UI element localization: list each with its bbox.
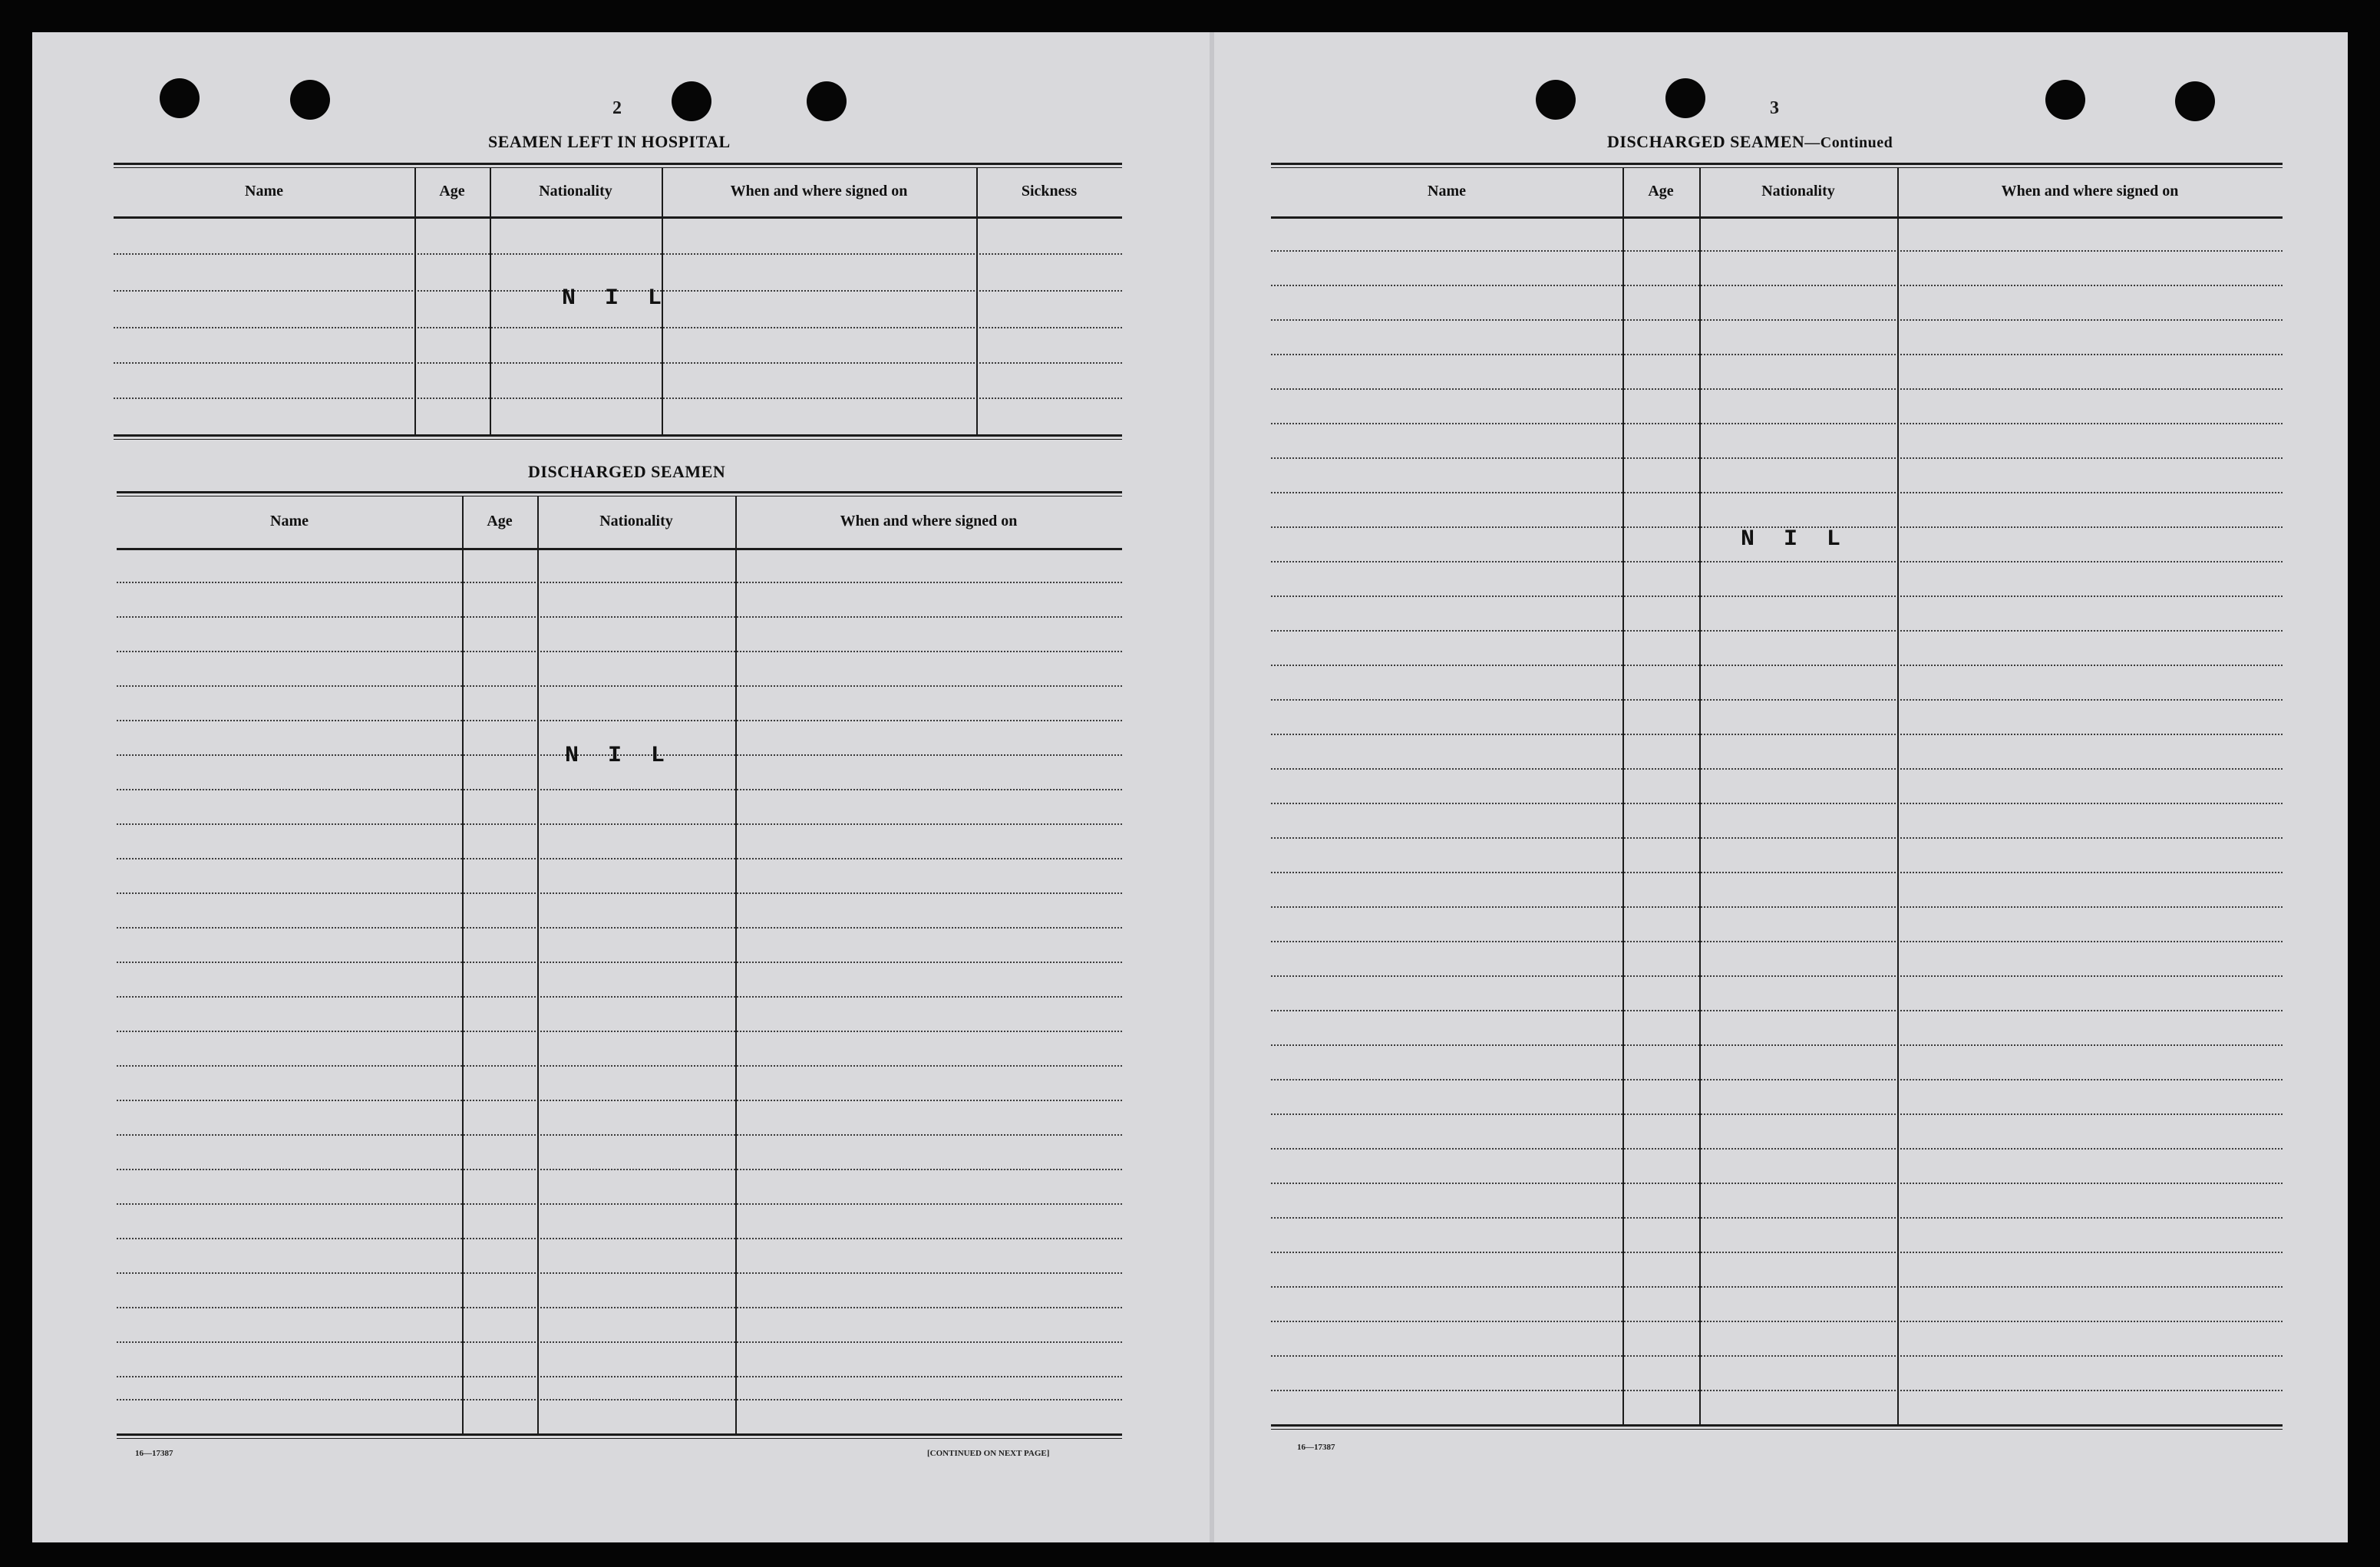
column-header-signed-on: When and where signed on <box>2001 183 2179 200</box>
section-title: DISCHARGED SEAMEN <box>1607 132 1805 151</box>
punch-hole <box>2045 80 2085 120</box>
column-header-name: Name <box>270 513 309 529</box>
punch-hole <box>807 81 847 121</box>
form-number: 16—17387 <box>1297 1443 1335 1452</box>
punch-hole <box>1536 80 1576 120</box>
nil-entry: N I L <box>1741 526 1849 553</box>
column-header-sickness: Sickness <box>1021 183 1078 200</box>
column-header-nationality: Nationality <box>1761 183 1835 200</box>
column-header-name: Name <box>1428 183 1466 200</box>
continued-suffix: —Continued <box>1804 134 1893 151</box>
column-header-age: Age <box>487 513 513 529</box>
punch-hole <box>672 81 711 121</box>
page-number-left: 2 <box>612 98 622 118</box>
column-header-nationality: Nationality <box>599 513 673 529</box>
punch-hole <box>2175 81 2215 121</box>
nil-entry: N I L <box>565 743 673 769</box>
column-header-age: Age <box>1648 183 1674 200</box>
column-header-signed-on: When and where signed on <box>730 183 908 200</box>
hospital-table <box>114 163 1122 442</box>
column-header-signed-on: When and where signed on <box>840 513 1018 529</box>
hospital-section-title: SEAMEN LEFT IN HOSPITAL <box>488 132 731 151</box>
column-header-name: Name <box>245 183 283 200</box>
punch-hole <box>160 78 200 118</box>
punch-hole <box>1665 78 1705 118</box>
discharged-continued-title <box>1607 132 1893 152</box>
discharged-table-right <box>1271 163 2283 1437</box>
continued-note: [CONTINUED ON NEXT PAGE] <box>927 1449 1050 1458</box>
column-header-age: Age <box>439 183 465 200</box>
nil-entry: N I L <box>562 285 670 312</box>
form-number: 16—17387 <box>135 1449 173 1458</box>
column-header-nationality: Nationality <box>539 183 612 200</box>
discharged-section-title: DISCHARGED SEAMEN <box>528 462 726 481</box>
punch-hole <box>290 80 330 120</box>
discharged-table-left <box>117 491 1122 1443</box>
page-number-right: 3 <box>1770 98 1779 118</box>
